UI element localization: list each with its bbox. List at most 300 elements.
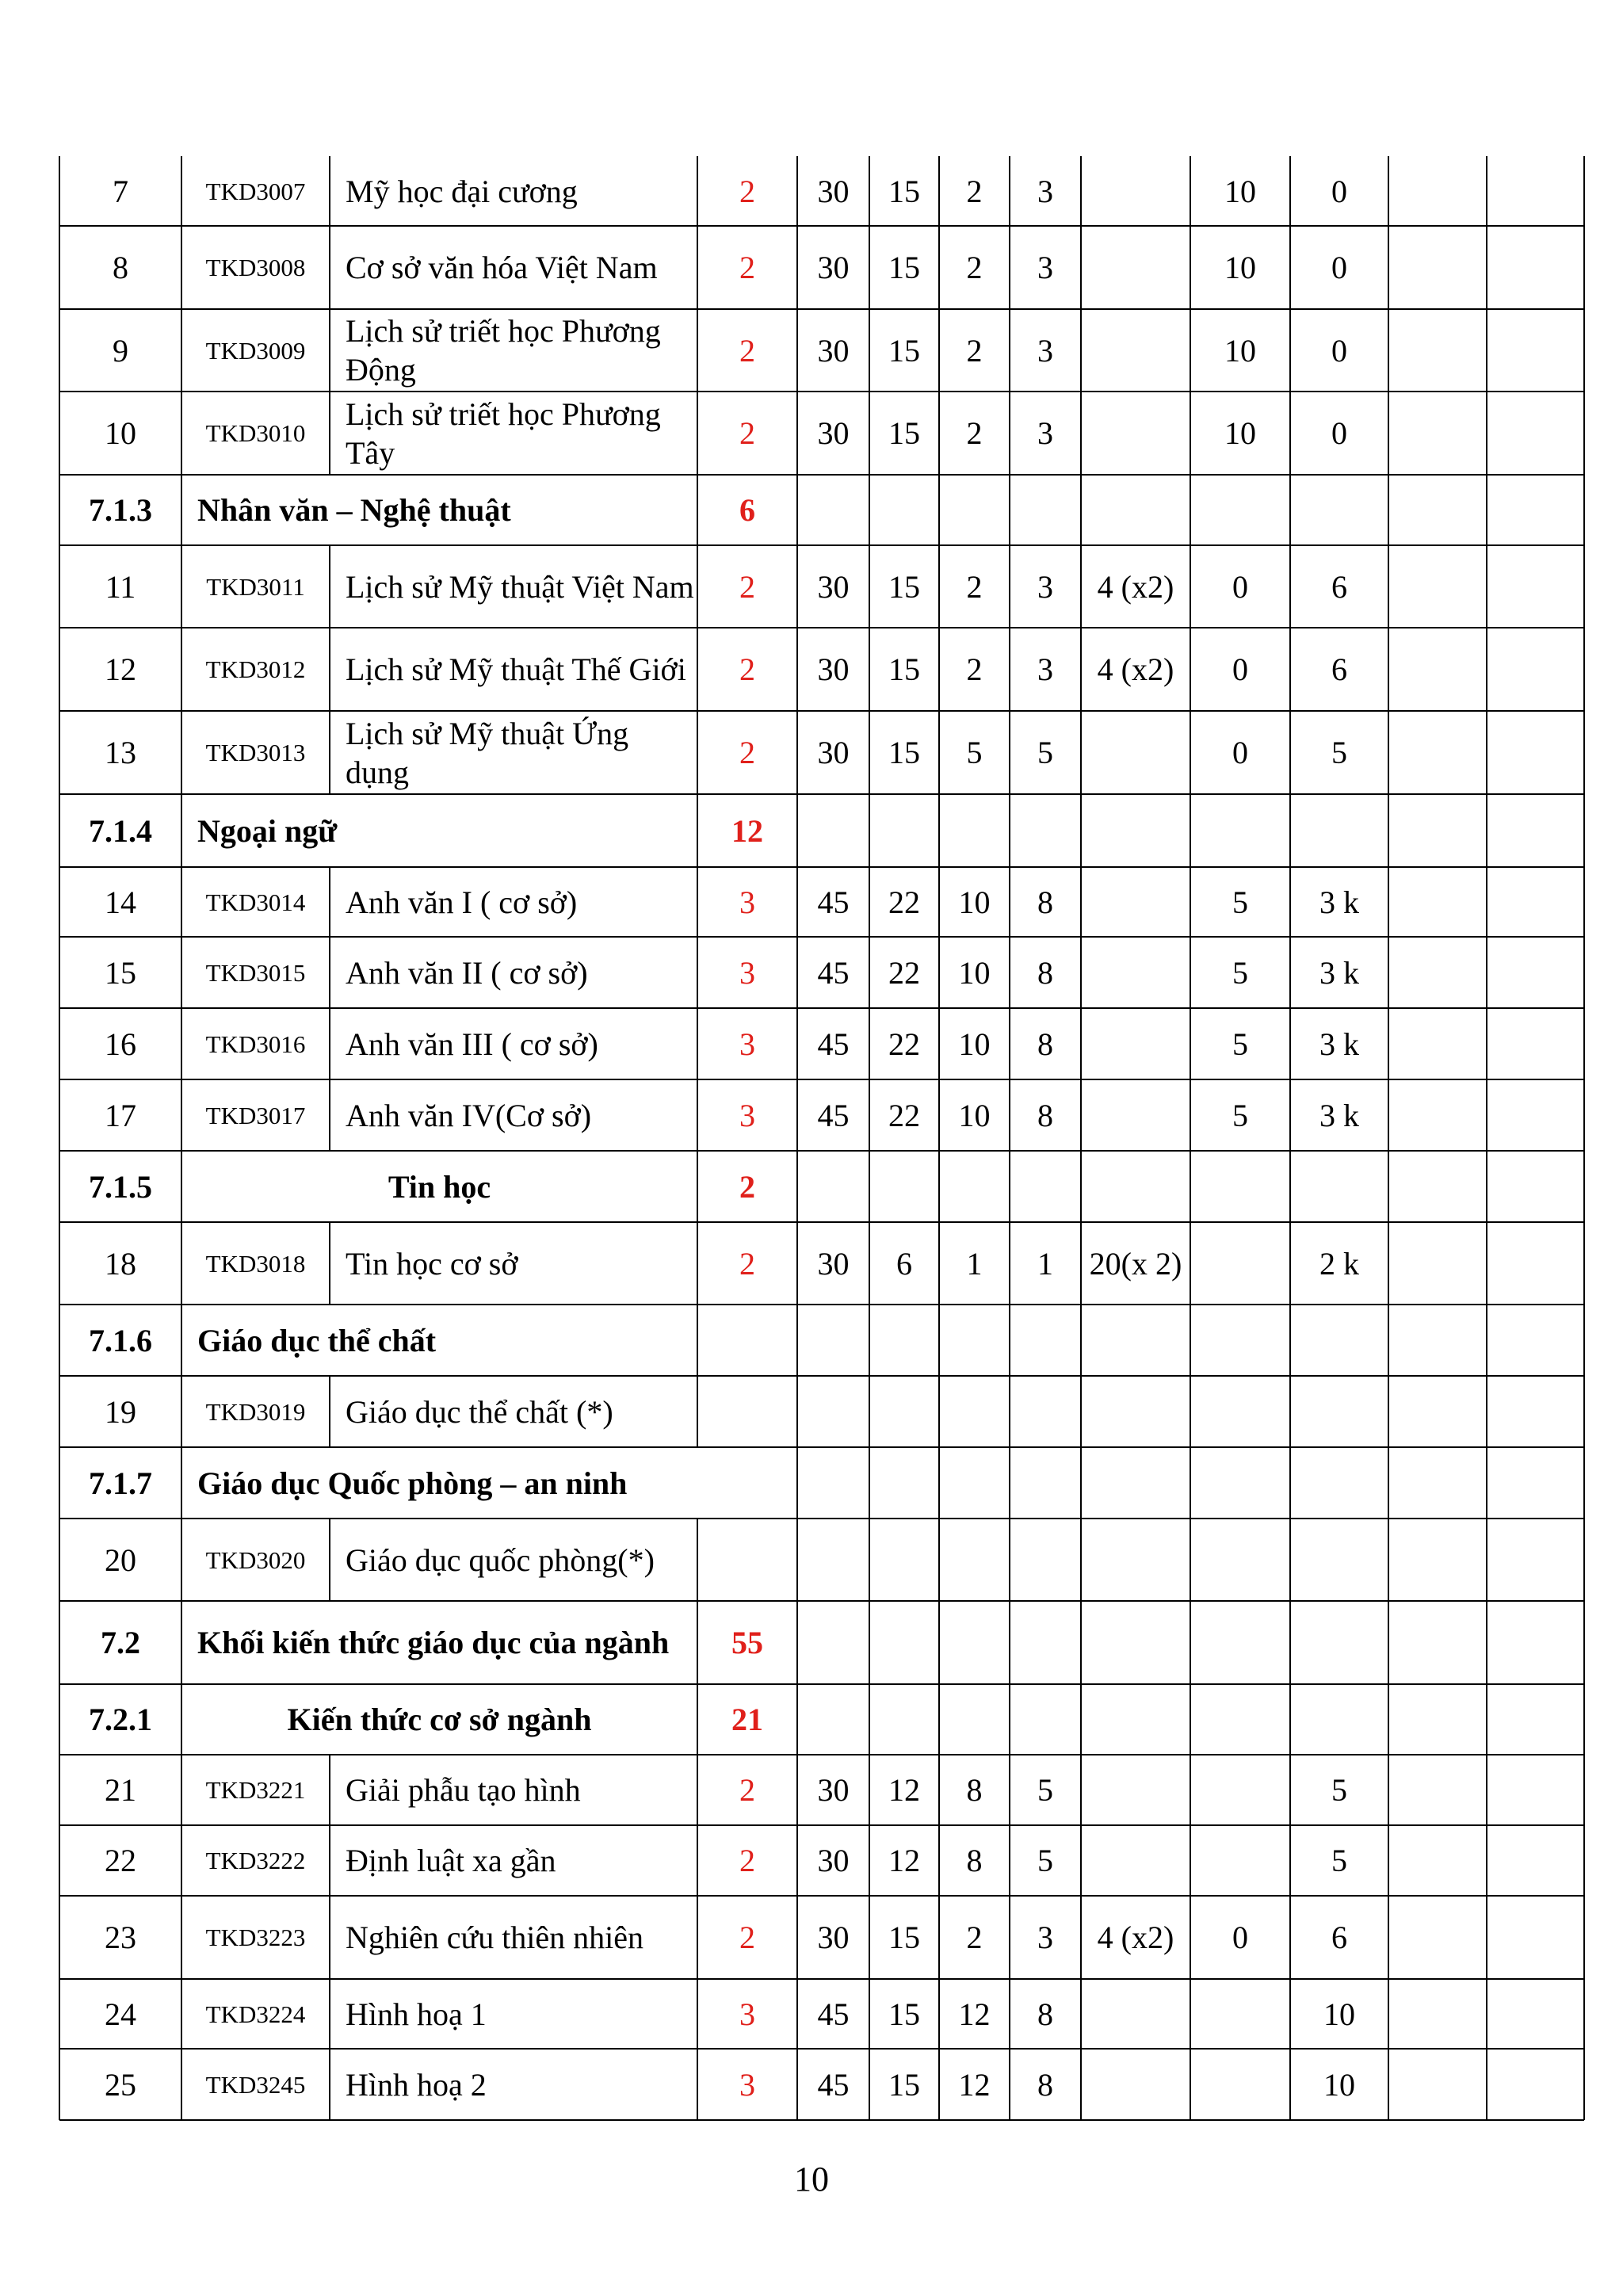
column-divider xyxy=(1583,1755,1585,1825)
column-divider xyxy=(1289,156,1291,226)
column-divider xyxy=(1388,628,1389,711)
column-divider xyxy=(1486,937,1487,1008)
row-divider xyxy=(59,1518,1584,1519)
column-divider xyxy=(1486,1896,1487,1979)
column-divider xyxy=(938,1151,940,1222)
column-divider xyxy=(1388,226,1389,309)
cell-credits: 2 xyxy=(739,1772,755,1808)
cell-practice-hours: 12 xyxy=(958,2066,991,2103)
cell-seminar-hours: 15 xyxy=(888,415,920,451)
column-divider xyxy=(697,309,698,392)
table-row xyxy=(59,1825,1584,1896)
cell-self-study-hours: 5 xyxy=(1037,735,1053,770)
row-divider xyxy=(59,1978,1584,1980)
cell-note-1 xyxy=(1388,1896,1487,1979)
page-number: 10 xyxy=(794,2160,829,2199)
cell-note-2 xyxy=(1487,1825,1584,1896)
column-divider xyxy=(1080,1447,1082,1519)
column-divider xyxy=(1583,1825,1585,1896)
column-divider xyxy=(1388,1519,1389,1601)
column-divider xyxy=(1289,1684,1291,1755)
cell-lecture-hours xyxy=(797,1376,869,1447)
section-row xyxy=(59,1305,1584,1376)
column-divider xyxy=(1190,1376,1191,1447)
column-divider xyxy=(1190,628,1191,711)
column-divider xyxy=(697,1825,698,1896)
column-divider xyxy=(1388,1601,1389,1684)
cell-lecture-hours: 45 xyxy=(817,2066,850,2103)
column-divider xyxy=(796,156,798,226)
section-credits: 6 xyxy=(739,492,755,528)
column-divider xyxy=(181,1684,182,1755)
column-divider xyxy=(869,1305,870,1376)
column-divider xyxy=(938,1305,940,1376)
cell-practice-hours: 8 xyxy=(966,1772,983,1808)
column-divider xyxy=(329,1519,330,1601)
row-divider xyxy=(59,1600,1584,1602)
table-row xyxy=(59,2049,1584,2120)
cell-self-study-hours xyxy=(1010,1519,1081,1601)
cell-no: 24 xyxy=(105,1996,136,2032)
column-divider xyxy=(1486,1601,1487,1684)
cell-no: 22 xyxy=(105,1843,136,1878)
column-divider xyxy=(329,711,330,794)
column-divider xyxy=(938,1447,940,1519)
cell-lecture-hours xyxy=(797,1519,869,1601)
cell-exam-2: 3 k xyxy=(1319,1097,1359,1133)
cell-field-hours xyxy=(1081,1008,1190,1079)
column-divider xyxy=(1289,1079,1291,1151)
cell-credits: 3 xyxy=(739,954,755,991)
cell-note-2 xyxy=(1487,867,1584,937)
column-divider xyxy=(1583,1519,1585,1601)
column-divider xyxy=(1009,1755,1010,1825)
cell-note-1 xyxy=(1388,1755,1487,1825)
cell-seminar-hours: 12 xyxy=(888,1772,920,1808)
column-divider xyxy=(1190,545,1191,628)
column-divider xyxy=(1486,226,1487,309)
column-divider xyxy=(1009,1008,1010,1079)
column-divider xyxy=(181,867,182,937)
column-divider xyxy=(697,867,698,937)
row-divider xyxy=(59,1304,1584,1305)
cell-seminar-hours: 22 xyxy=(888,1097,920,1133)
column-divider xyxy=(1388,309,1389,392)
column-divider xyxy=(1583,1305,1585,1376)
column-divider xyxy=(869,226,870,309)
column-divider xyxy=(1080,156,1082,226)
column-divider xyxy=(1190,794,1191,867)
cell-seminar-hours: 15 xyxy=(888,568,920,605)
cell-field-hours xyxy=(1081,711,1190,794)
cell-code: TKD3015 xyxy=(205,958,306,987)
cell-exam-1: 5 xyxy=(1232,1097,1248,1133)
column-divider xyxy=(697,392,698,475)
column-divider xyxy=(796,1979,798,2049)
column-divider xyxy=(1486,1079,1487,1151)
cell-credits: 2 xyxy=(739,1245,755,1282)
cell-field-hours xyxy=(1081,867,1190,937)
column-divider xyxy=(697,1376,698,1447)
cell-exam-1 xyxy=(1190,1519,1290,1601)
column-divider xyxy=(1388,475,1389,545)
column-divider xyxy=(1388,1825,1389,1896)
column-divider xyxy=(1190,2049,1191,2120)
column-divider xyxy=(1486,711,1487,794)
column-divider xyxy=(1190,226,1191,309)
column-divider xyxy=(181,1825,182,1896)
column-divider xyxy=(1080,794,1082,867)
column-divider xyxy=(1583,1151,1585,1222)
column-divider xyxy=(796,1376,798,1447)
section-number: 7.2.1 xyxy=(89,1702,152,1737)
cell-no: 25 xyxy=(105,2066,136,2103)
cell-lecture-hours: 30 xyxy=(817,250,850,285)
cell-credits: 2 xyxy=(739,735,755,770)
cell-note-2 xyxy=(1487,711,1584,794)
column-divider xyxy=(1486,156,1487,226)
cell-note-2 xyxy=(1487,545,1584,628)
row-divider xyxy=(59,1150,1584,1152)
column-divider xyxy=(1190,1079,1191,1151)
column-divider xyxy=(1486,1222,1487,1305)
cell-field-hours: 4 (x2) xyxy=(1097,651,1174,687)
row-divider xyxy=(59,1079,1584,1080)
cell-self-study-hours: 3 xyxy=(1037,1920,1053,1955)
column-divider xyxy=(1080,226,1082,309)
column-divider xyxy=(1583,156,1585,226)
section-row xyxy=(59,1447,1584,1519)
column-divider xyxy=(181,1305,182,1376)
cell-self-study-hours: 8 xyxy=(1037,1026,1053,1062)
column-divider xyxy=(938,711,940,794)
row-divider xyxy=(59,1375,1584,1377)
column-divider xyxy=(329,1008,330,1079)
column-divider xyxy=(1388,156,1389,226)
cell-note-1 xyxy=(1388,156,1487,226)
row-divider xyxy=(59,866,1584,868)
column-divider xyxy=(1583,1447,1585,1519)
section-number: 7.1.4 xyxy=(89,812,152,849)
cell-practice-hours: 2 xyxy=(966,250,983,285)
cell-name: Định luật xa gần xyxy=(346,1843,556,1878)
section-number: 7.1.5 xyxy=(89,1168,152,1205)
cell-lecture-hours: 45 xyxy=(817,954,850,991)
column-divider xyxy=(938,1896,940,1979)
column-divider xyxy=(181,2049,182,2120)
cell-self-study-hours: 3 xyxy=(1037,332,1053,369)
column-divider xyxy=(796,1601,798,1684)
cell-no: 7 xyxy=(113,173,128,209)
section-row xyxy=(59,794,1584,867)
column-divider xyxy=(1009,1222,1010,1305)
cell-note-1 xyxy=(1388,1222,1487,1305)
cell-practice-hours xyxy=(939,1519,1010,1601)
cell-exam-1: 0 xyxy=(1232,1920,1248,1955)
cell-exam-1 xyxy=(1190,1376,1290,1447)
column-divider xyxy=(181,1222,182,1305)
column-divider xyxy=(181,226,182,309)
column-divider xyxy=(1009,475,1010,545)
cell-note-2 xyxy=(1487,1008,1584,1079)
column-divider xyxy=(1486,794,1487,867)
section-number: 7.2 xyxy=(101,1625,140,1660)
table-row xyxy=(59,1079,1584,1151)
column-divider xyxy=(1080,1079,1082,1151)
cell-lecture-hours: 30 xyxy=(817,173,850,209)
cell-no: 13 xyxy=(105,735,136,770)
cell-lecture-hours: 45 xyxy=(817,1097,850,1133)
section-number: 7.1.3 xyxy=(89,492,152,528)
column-divider xyxy=(938,867,940,937)
column-divider xyxy=(59,1305,60,1376)
cell-practice-hours: 12 xyxy=(958,1996,991,2032)
column-divider xyxy=(181,1601,182,1684)
column-divider xyxy=(796,309,798,392)
cell-credits: 2 xyxy=(739,1843,755,1878)
column-divider xyxy=(1583,1601,1585,1684)
cell-field-hours xyxy=(1081,937,1190,1008)
cell-seminar-hours: 15 xyxy=(888,735,920,770)
column-divider xyxy=(59,711,60,794)
cell-lecture-hours: 45 xyxy=(817,1026,850,1062)
cell-code: TKD3007 xyxy=(205,177,306,205)
column-divider xyxy=(796,2049,798,2120)
column-divider xyxy=(796,392,798,475)
column-divider xyxy=(796,1447,798,1519)
column-divider xyxy=(697,1896,698,1979)
column-divider xyxy=(1388,1079,1389,1151)
cell-field-hours xyxy=(1081,392,1190,475)
cell-code: TKD3009 xyxy=(205,336,306,365)
cell-exam-2: 6 xyxy=(1331,1920,1347,1955)
column-divider xyxy=(1080,1376,1082,1447)
cell-note-1 xyxy=(1388,309,1487,392)
cell-self-study-hours: 3 xyxy=(1037,568,1053,605)
column-divider xyxy=(329,628,330,711)
column-divider xyxy=(329,392,330,475)
column-divider xyxy=(1009,1896,1010,1979)
column-divider xyxy=(1080,1008,1082,1079)
cell-practice-hours: 2 xyxy=(966,415,983,451)
cell-field-hours xyxy=(1081,1376,1190,1447)
cell-note-2 xyxy=(1487,1222,1584,1305)
column-divider xyxy=(1289,1601,1291,1684)
column-divider xyxy=(181,475,182,545)
cell-self-study-hours: 5 xyxy=(1037,1772,1053,1808)
column-divider xyxy=(1583,1896,1585,1979)
column-divider xyxy=(59,794,60,867)
column-divider xyxy=(796,937,798,1008)
column-divider xyxy=(1009,1079,1010,1151)
cell-exam-1: 5 xyxy=(1232,1026,1248,1062)
column-divider xyxy=(938,937,940,1008)
cell-self-study-hours: 8 xyxy=(1037,954,1053,991)
section-credits: 55 xyxy=(731,1625,763,1660)
cell-code: TKD3221 xyxy=(205,1776,306,1804)
cell-exam-1: 10 xyxy=(1224,173,1256,209)
cell-note-1 xyxy=(1388,226,1487,309)
cell-exam-2: 5 xyxy=(1331,735,1347,770)
table-row xyxy=(59,156,1584,226)
column-divider xyxy=(1388,1305,1389,1376)
column-divider xyxy=(796,867,798,937)
column-divider xyxy=(1009,1519,1010,1601)
column-divider xyxy=(697,937,698,1008)
cell-note-1 xyxy=(1388,867,1487,937)
cell-seminar-hours: 15 xyxy=(888,1996,920,2032)
cell-field-hours xyxy=(1081,1825,1190,1896)
cell-code: TKD3223 xyxy=(205,1924,306,1951)
column-divider xyxy=(1190,1008,1191,1079)
column-divider xyxy=(1009,1825,1010,1896)
column-divider xyxy=(796,1079,798,1151)
row-divider xyxy=(59,1221,1584,1223)
row-divider xyxy=(59,1824,1584,1826)
cell-credits: 3 xyxy=(739,2066,755,2103)
column-divider xyxy=(1486,1151,1487,1222)
cell-no: 8 xyxy=(113,250,128,285)
section-row xyxy=(59,1151,1584,1222)
column-divider xyxy=(181,1979,182,2049)
column-divider xyxy=(1289,628,1291,711)
column-divider xyxy=(869,2049,870,2120)
cell-practice-hours: 2 xyxy=(966,173,983,209)
row-divider xyxy=(59,225,1584,227)
column-divider xyxy=(181,1519,182,1601)
column-divider xyxy=(1486,1755,1487,1825)
column-divider xyxy=(1486,392,1487,475)
cell-name: Tin học cơ sở xyxy=(346,1245,518,1282)
cell-name: Lịch sử Mỹ thuật Việt Nam xyxy=(346,568,694,605)
cell-exam-2: 0 xyxy=(1331,250,1347,285)
column-divider xyxy=(1388,711,1389,794)
cell-exam-2: 3 k xyxy=(1319,884,1359,920)
column-divider xyxy=(869,1222,870,1305)
column-divider xyxy=(697,1601,698,1684)
cell-code: TKD3010 xyxy=(205,419,306,447)
column-divider xyxy=(1009,392,1010,475)
row-divider xyxy=(59,793,1584,795)
cell-name: Giáo dục quốc phòng(*) xyxy=(346,1541,655,1578)
column-divider xyxy=(329,1755,330,1825)
cell-note-2 xyxy=(1487,628,1584,711)
column-divider xyxy=(869,156,870,226)
cell-note-2 xyxy=(1487,226,1584,309)
cell-self-study-hours: 3 xyxy=(1037,250,1053,285)
column-divider xyxy=(869,309,870,392)
column-divider xyxy=(1486,1519,1487,1601)
column-divider xyxy=(938,794,940,867)
column-divider xyxy=(796,1305,798,1376)
column-divider xyxy=(796,628,798,711)
cell-note-2 xyxy=(1487,1376,1584,1447)
column-divider xyxy=(181,1755,182,1825)
cell-name: Lịch sử triết học Phương Động xyxy=(346,313,661,388)
cell-credits: 3 xyxy=(739,1026,755,1062)
column-divider xyxy=(1486,1979,1487,2049)
column-divider xyxy=(697,156,698,226)
cell-self-study-hours: 1 xyxy=(1037,1245,1053,1282)
cell-exam-1: 10 xyxy=(1224,415,1256,451)
cell-note-2 xyxy=(1487,1979,1584,2049)
column-divider xyxy=(1289,545,1291,628)
column-divider xyxy=(869,392,870,475)
column-divider xyxy=(1388,867,1389,937)
cell-exam-1: 0 xyxy=(1232,651,1248,687)
cell-practice-hours: 10 xyxy=(958,884,991,920)
column-divider xyxy=(1289,1519,1291,1601)
column-divider xyxy=(181,1447,182,1519)
cell-name: Lịch sử triết học Phương Tây xyxy=(346,395,661,471)
cell-note-1 xyxy=(1388,1376,1487,1447)
column-divider xyxy=(1080,2049,1082,2120)
cell-name: Anh văn I ( cơ sở) xyxy=(346,884,578,920)
column-divider xyxy=(1583,1008,1585,1079)
cell-credits: 2 xyxy=(739,173,755,209)
section-number: 7.1.7 xyxy=(89,1465,152,1501)
column-divider xyxy=(869,1825,870,1896)
cell-practice-hours: 10 xyxy=(958,1026,991,1062)
column-divider xyxy=(1486,628,1487,711)
column-divider xyxy=(796,1519,798,1601)
column-divider xyxy=(1009,1447,1010,1519)
column-divider xyxy=(1190,1755,1191,1825)
column-divider xyxy=(1388,937,1389,1008)
column-divider xyxy=(697,794,698,867)
column-divider xyxy=(59,1376,60,1447)
column-divider xyxy=(1388,1376,1389,1447)
row-divider xyxy=(59,391,1584,392)
column-divider xyxy=(1080,1601,1082,1684)
column-divider xyxy=(697,628,698,711)
column-divider xyxy=(329,1079,330,1151)
column-divider xyxy=(796,1008,798,1079)
cell-practice-hours: 1 xyxy=(966,1245,983,1282)
column-divider xyxy=(1583,226,1585,309)
column-divider xyxy=(697,1151,698,1222)
column-divider xyxy=(869,475,870,545)
column-divider xyxy=(796,475,798,545)
section-title: Tin học xyxy=(388,1168,491,1205)
cell-note-1 xyxy=(1388,711,1487,794)
cell-note-1 xyxy=(1388,1979,1487,2049)
column-divider xyxy=(59,156,60,226)
section-row xyxy=(59,1684,1584,1755)
column-divider xyxy=(181,392,182,475)
column-divider xyxy=(796,226,798,309)
column-divider xyxy=(1388,545,1389,628)
section-title: Kiến thức cơ sở ngành xyxy=(287,1702,592,1737)
table-row xyxy=(59,1008,1584,1079)
cell-field-hours: 4 (x2) xyxy=(1097,1920,1174,1955)
cell-code: TKD3224 xyxy=(205,2000,306,2028)
column-divider xyxy=(796,794,798,867)
cell-seminar-hours: 22 xyxy=(888,954,920,991)
column-divider xyxy=(1289,1222,1291,1305)
cell-seminar-hours: 15 xyxy=(888,250,920,285)
cell-lecture-hours: 45 xyxy=(817,1996,850,2032)
cell-no: 9 xyxy=(113,332,128,369)
cell-note-1 xyxy=(1388,937,1487,1008)
column-divider xyxy=(1009,1684,1010,1755)
column-divider xyxy=(181,1079,182,1151)
cell-exam-1: 10 xyxy=(1224,332,1256,369)
column-divider xyxy=(1486,1376,1487,1447)
column-divider xyxy=(329,1376,330,1447)
cell-code: TKD3222 xyxy=(205,1847,306,1874)
cell-exam-2: 6 xyxy=(1331,568,1347,605)
